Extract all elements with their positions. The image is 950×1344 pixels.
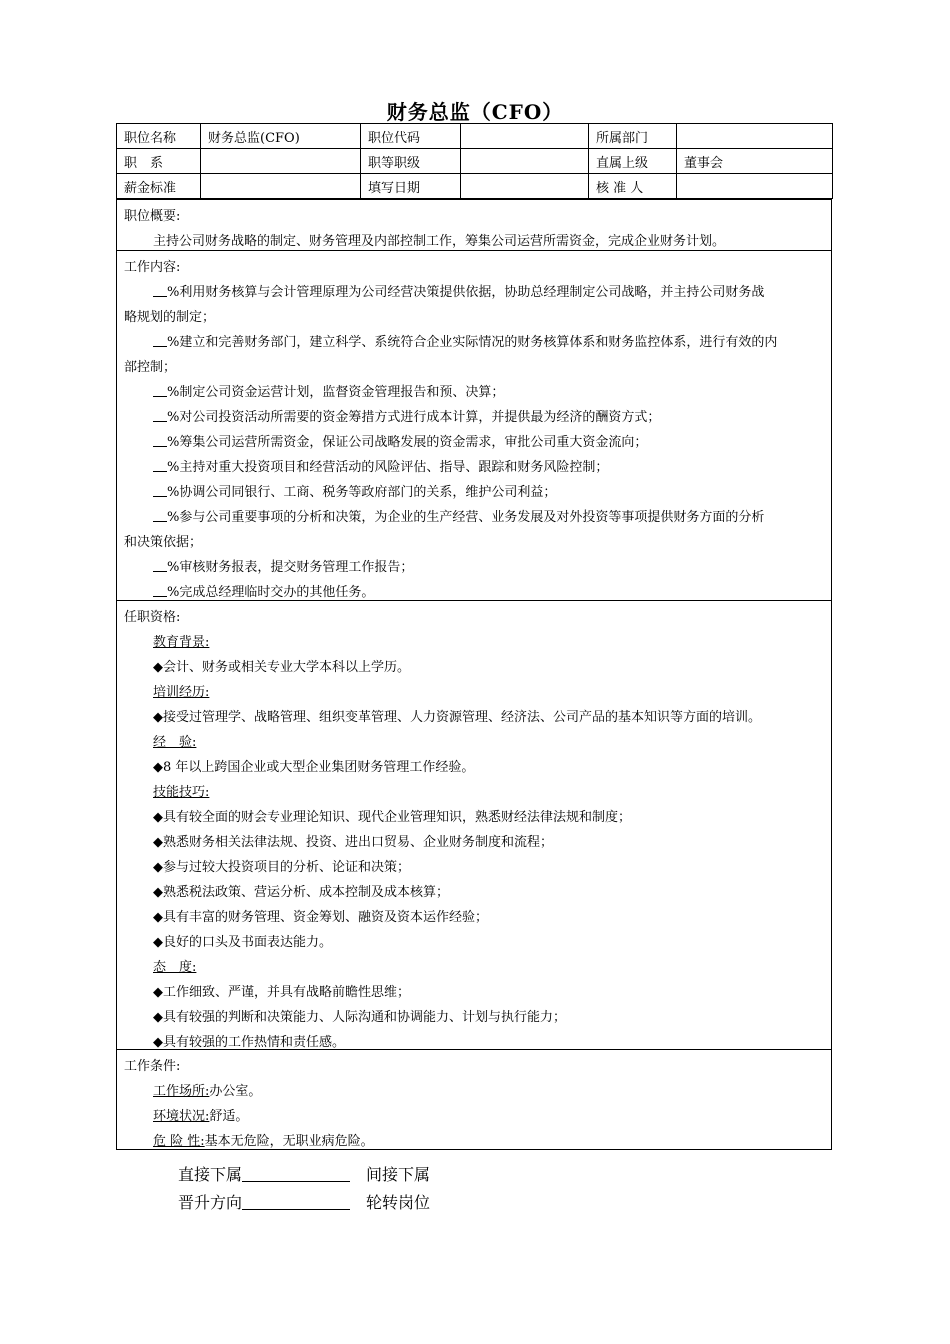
work-item: %筹集公司运营所需资金，保证公司战略发展的资金需求，审批公司重大资金流向；	[153, 431, 647, 450]
skill-item: ◆熟悉财务相关法律法规、投资、进出口贸易、企业财务制度和流程；	[153, 835, 553, 850]
education-heading: 教育背景:	[153, 635, 210, 650]
training-heading: 培训经历:	[153, 685, 210, 700]
value-position-code[interactable]	[461, 124, 589, 149]
experience-item: ◆8 年以上跨国企业或大型企业集团财务管理工作经验。	[153, 760, 475, 775]
work-item: %参与公司重要事项的分析和决策，为企业的生产经营、业务发展及对外投资等事项提供财务方面的分析	[153, 506, 764, 525]
promotion-path: 晋升方向	[178, 1190, 350, 1213]
value-job-family[interactable]	[201, 149, 361, 174]
skill-item: ◆具有较全面的财会专业理论知识、现代企业管理知识，熟悉财经法律法规和制度；	[153, 810, 631, 825]
work-item: %主持对重大投资项目和经营活动的风险评估、指导、跟踪和财务风险控制；	[153, 456, 608, 475]
label-grade: 职等职级	[361, 149, 461, 174]
header-table	[116, 123, 833, 199]
conditions-label: 工作条件:	[124, 1059, 181, 1074]
work-label: 工作内容:	[124, 260, 181, 275]
work-item: %利用财务核算与会计管理原理为公司经营决策提供依据，协助总经理制定公司战略，并主持公司财务战	[153, 281, 764, 300]
environment-line: 环境状况:舒适。	[153, 1109, 249, 1124]
work-item-cont: 部控制；	[124, 360, 177, 375]
work-item-cont: 略规划的制定；	[124, 310, 216, 325]
header-row	[117, 174, 833, 199]
skills-heading: 技能技巧:	[153, 785, 210, 800]
summary-section	[116, 199, 832, 251]
label-supervisor: 直属上级	[589, 149, 677, 174]
value-grade[interactable]	[461, 149, 589, 174]
value-position-name[interactable]: 财务总监(CFO)	[201, 124, 361, 149]
work-section	[116, 250, 832, 601]
page-title: 财务总监（CFO）	[386, 100, 564, 124]
value-fill-date[interactable]	[461, 174, 589, 199]
attitude-item: ◆工作细致、严谨，并具有战略前瞻性思维；	[153, 985, 410, 1000]
header-row	[117, 149, 833, 174]
value-approver[interactable]	[677, 174, 833, 199]
summary-text: 主持公司财务战略的制定、财务管理及内部控制工作，筹集公司运营所需资金，完成企业财务计划。	[153, 234, 726, 249]
work-item: %对公司投资活动所需要的资金筹措方式进行成本计算，并提供最为经济的酬资方式；	[153, 406, 660, 425]
promotion-path-blank[interactable]	[242, 1194, 350, 1210]
label-position-name: 职位名称	[117, 124, 201, 149]
skill-item: ◆良好的口头及书面表达能力。	[153, 935, 332, 950]
rotation-position: 轮转岗位	[366, 1193, 431, 1212]
value-supervisor[interactable]: 董事会	[677, 149, 833, 174]
value-department[interactable]	[677, 124, 833, 149]
skill-item: ◆熟悉税法政策、营运分析、成本控制及成本核算；	[153, 885, 449, 900]
label-job-family: 职 系	[117, 149, 201, 174]
conditions-section	[116, 1049, 832, 1150]
label-fill-date: 填写日期	[361, 174, 461, 199]
summary-label: 职位概要:	[124, 209, 181, 224]
work-item: %协调公司同银行、工商、税务等政府部门的关系，维护公司利益；	[153, 481, 556, 500]
qualification-label: 任职资格:	[124, 610, 181, 625]
label-approver: 核 准 人	[589, 174, 677, 199]
value-salary[interactable]	[201, 174, 361, 199]
education-item: ◆会计、财务或相关专业大学本科以上学历。	[153, 660, 410, 675]
label-salary: 薪金标准	[117, 174, 201, 199]
work-item-cont: 和决策依据；	[124, 535, 203, 550]
label-position-code: 职位代码	[361, 124, 461, 149]
indirect-reports: 间接下属	[366, 1165, 431, 1184]
attitude-item: ◆具有较强的判断和决策能力、人际沟通和协调能力、计划与执行能力；	[153, 1010, 566, 1025]
skill-item: ◆具有丰富的财务管理、资金筹划、融资及资本运作经验；	[153, 910, 488, 925]
experience-heading: 经 验:	[153, 735, 197, 750]
work-item: %完成总经理临时交办的其他任务。	[153, 581, 374, 600]
direct-reports-blank[interactable]	[242, 1166, 350, 1182]
risk-line: 危 险 性:基本无危险，无职业病危险。	[153, 1134, 374, 1149]
work-item: %制定公司资金运营计划，监督资金管理报告和预、决算；	[153, 381, 504, 400]
attitude-heading: 态 度:	[153, 960, 197, 975]
qualification-section	[116, 600, 832, 1050]
label-department: 所属部门	[589, 124, 677, 149]
training-item: ◆接受过管理学、战略管理、组织变革管理、人力资源管理、经济法、公司产品的基本知识等方面的培训。	[153, 710, 761, 725]
skill-item: ◆参与过较大投资项目的分析、论证和决策；	[153, 860, 410, 875]
direct-reports: 直接下属	[178, 1162, 350, 1185]
attitude-item: ◆具有较强的工作热情和责任感。	[153, 1035, 345, 1050]
workplace-line: 工作场所:办公室。	[153, 1084, 262, 1099]
work-item: %审核财务报表，提交财务管理工作报告；	[153, 556, 413, 575]
work-item: %建立和完善财务部门，建立科学、系统符合企业实际情况的财务核算体系和财务监控体系，进行有效的内	[153, 331, 777, 350]
header-row	[117, 124, 833, 149]
